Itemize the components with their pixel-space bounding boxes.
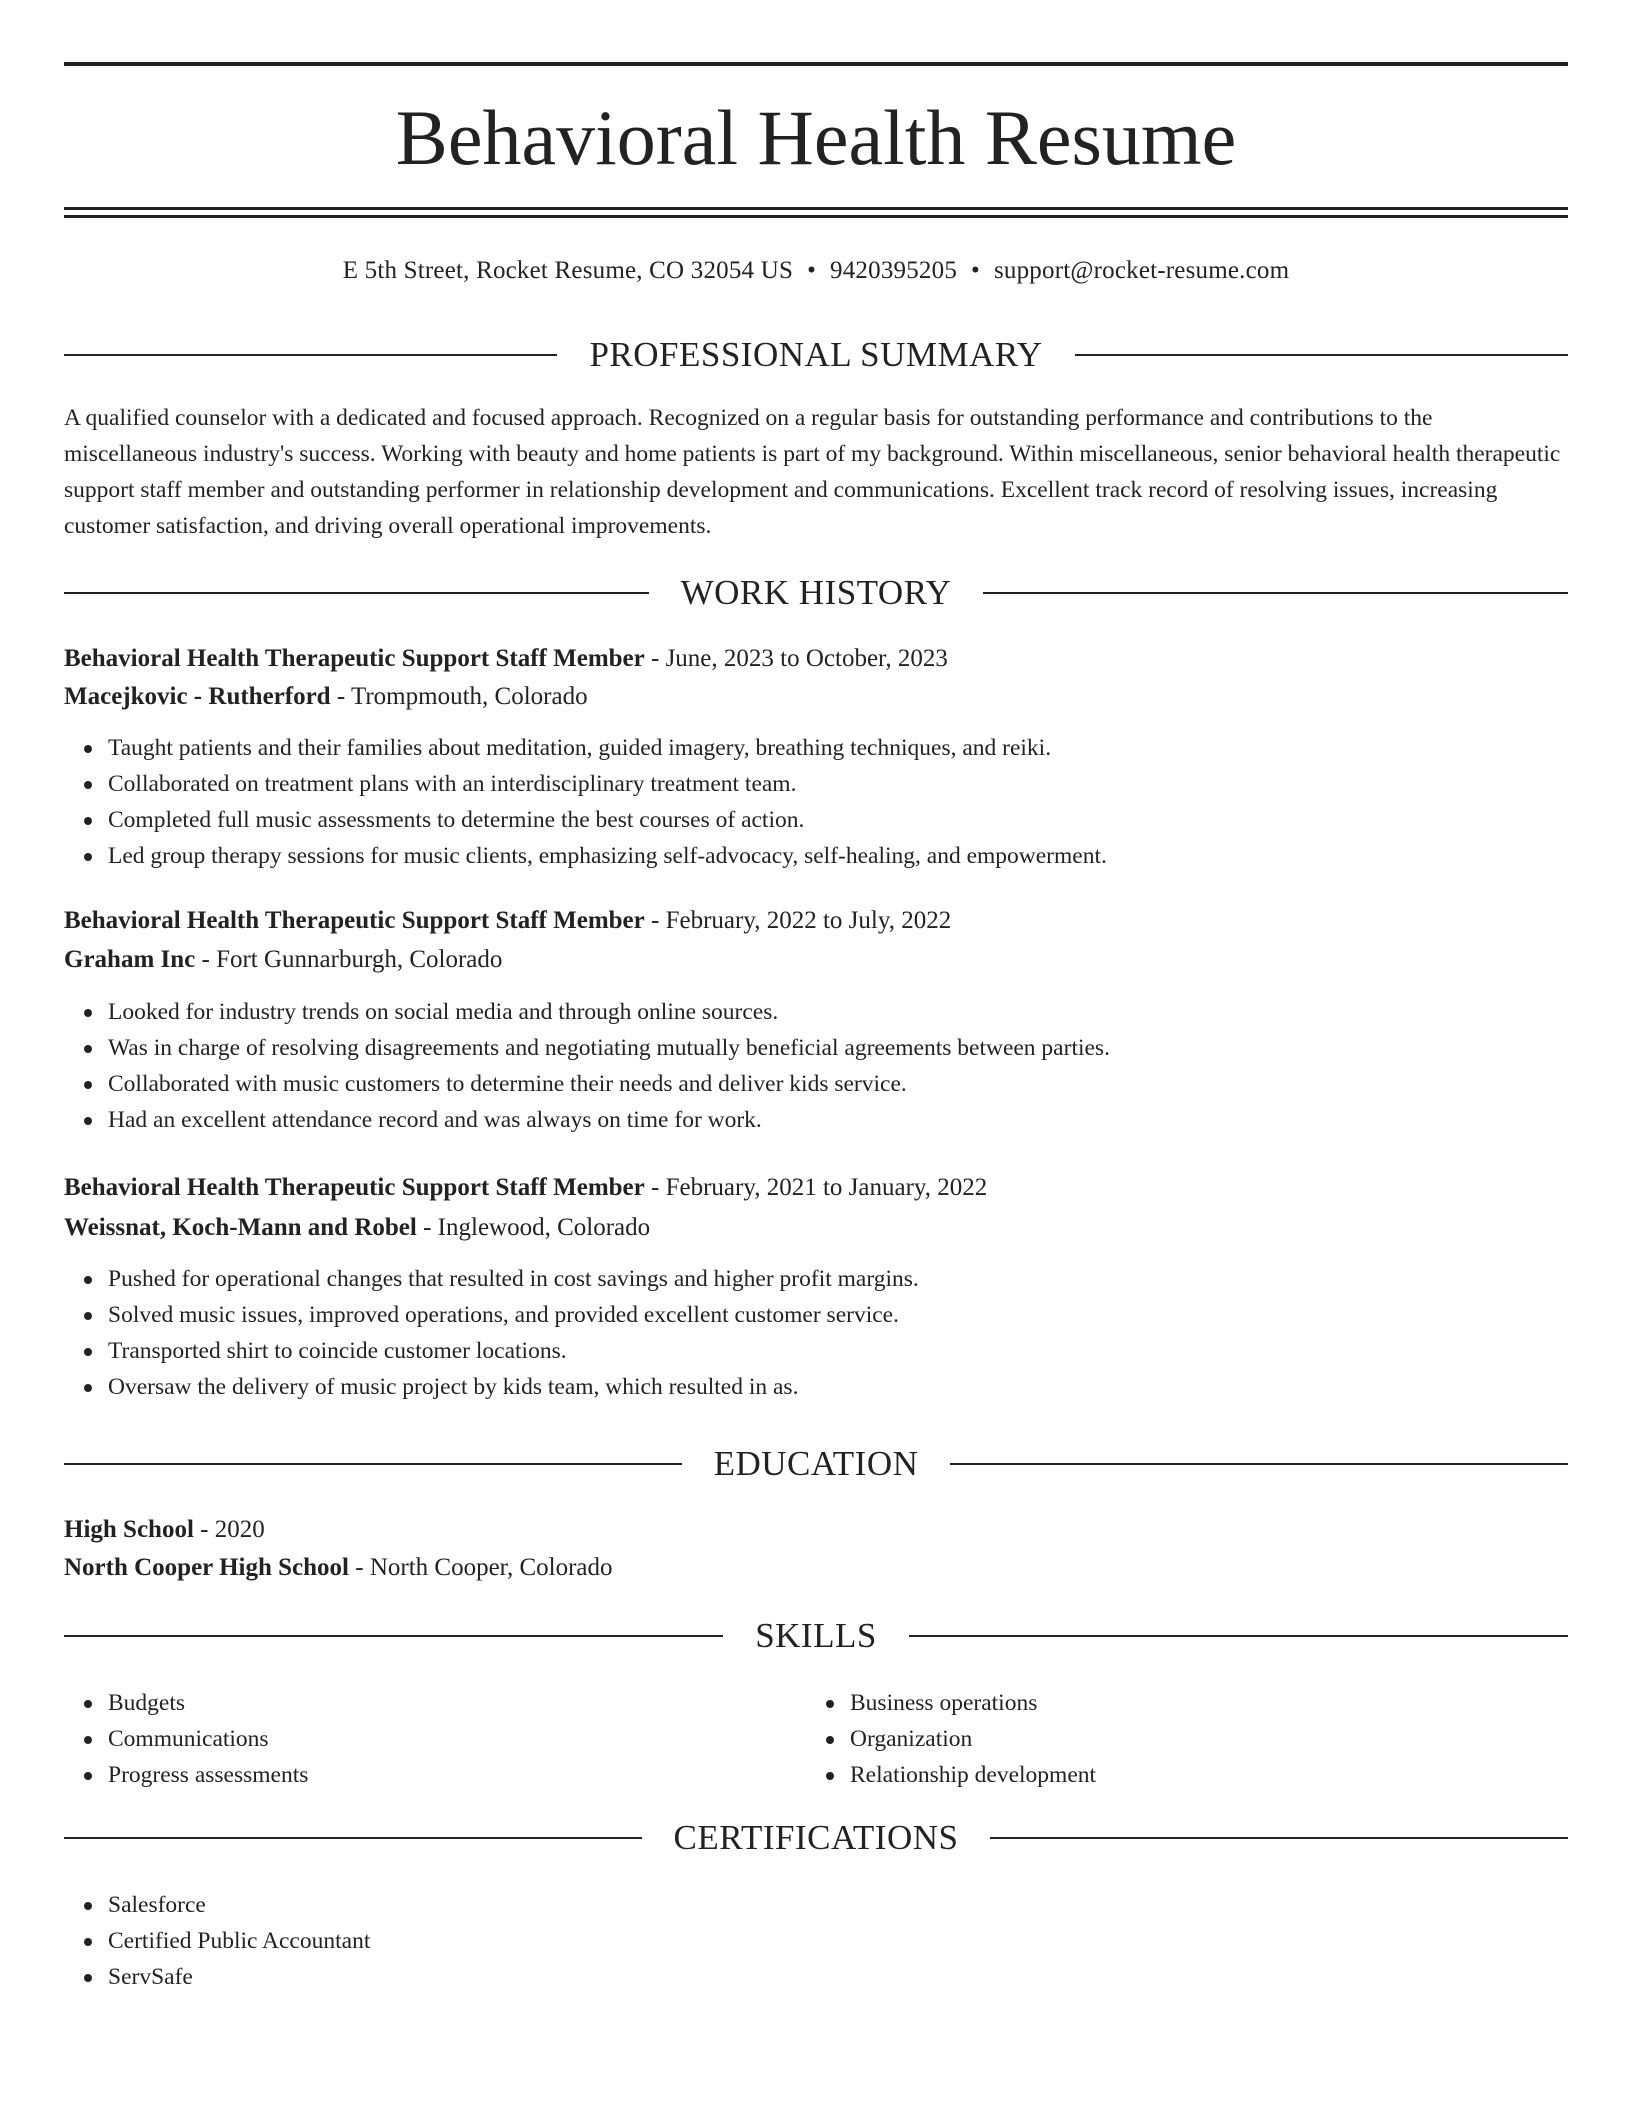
list-item: Oversaw the delivery of music project by kids team, which resulted in as. xyxy=(108,1369,919,1405)
job-bullet-list xyxy=(64,730,1107,874)
skill-item: Budgets xyxy=(108,1685,808,1721)
section-heading-label: SKILLS xyxy=(755,1616,877,1655)
skills-list-left xyxy=(64,1685,808,1793)
list-item: Was in charge of resolving disagreements and negotiating mutually beneficial agreements between parties. xyxy=(108,1030,1110,1066)
title-rule-upper xyxy=(64,207,1568,210)
education-degree: High School xyxy=(64,1516,194,1543)
job-company: Graham Inc xyxy=(64,946,196,973)
certifications-list xyxy=(64,1887,370,1995)
job-bullet-list xyxy=(64,1261,919,1405)
heading-rule xyxy=(990,1837,1568,1839)
list-item: Pushed for operational changes that resulted in cost savings and higher profit margins. xyxy=(108,1261,919,1297)
job-location: Fort Gunnarburgh, Colorado xyxy=(216,946,503,973)
job-company-line: Graham Inc - Fort Gunnarburgh, Colorado xyxy=(64,946,503,973)
skills-list-right xyxy=(806,1685,1550,1793)
heading-rule xyxy=(983,592,1568,594)
job-dates: June, 2023 to October, 2023 xyxy=(665,645,948,672)
job-title-line: Behavioral Health Therapeutic Support Staff Member - February, 2022 to July, 2022 xyxy=(64,907,952,934)
heading-rule xyxy=(64,354,557,356)
summary-text: A qualified counselor with a dedicated and focused approach. Recognized on a regular basis for outstanding performance and contributions to the miscellaneous industry's success. Working with beauty and home patients is part of my background. Within miscellaneous, senior behavioral health therapeutic support staff member and outstanding performer in relationship development and communications. Excellent track record of resolving issues, increasing customer satisfaction, and driving overall operational improvements. xyxy=(64,405,1561,539)
section-heading-summary xyxy=(64,333,1568,377)
job-title: Behavioral Health Therapeutic Support Staff Member xyxy=(64,645,645,672)
list-item: Collaborated on treatment plans with an interdisciplinary treatment team. xyxy=(108,766,1107,802)
list-item: Looked for industry trends on social media and through online sources. xyxy=(108,994,1110,1030)
job-title-line: Behavioral Health Therapeutic Support Staff Member - February, 2021 to January, 2022 xyxy=(64,1174,988,1201)
list-item: Had an excellent attendance record and was always on time for work. xyxy=(108,1102,1110,1138)
certification-item: Salesforce xyxy=(108,1887,370,1923)
section-heading-label: CERTIFICATIONS xyxy=(673,1818,959,1857)
job-location: Inglewood, Colorado xyxy=(437,1214,651,1241)
heading-rule xyxy=(64,592,649,594)
list-item: Collaborated with music customers to determine their needs and deliver kids service. xyxy=(108,1066,1110,1102)
section-heading-label: EDUCATION xyxy=(713,1444,919,1483)
job-bullet-list xyxy=(64,994,1110,1138)
skill-item: Communications xyxy=(108,1721,808,1757)
education-location: North Cooper, Colorado xyxy=(369,1554,613,1581)
section-heading-label: PROFESSIONAL SUMMARY xyxy=(589,335,1043,374)
skill-item: Business operations xyxy=(850,1685,1550,1721)
section-heading-work-history xyxy=(64,571,1568,615)
education-year: 2020 xyxy=(214,1516,265,1543)
contact-email: support@rocket-resume.com xyxy=(993,257,1290,284)
job-title-line: Behavioral Health Therapeutic Support Staff Member - June, 2023 to October, 2023 xyxy=(64,645,948,672)
skill-item: Progress assessments xyxy=(108,1757,808,1793)
job-company: Weissnat, Koch-Mann and Robel xyxy=(64,1214,417,1241)
contact-separator: • xyxy=(971,257,980,284)
certification-item: ServSafe xyxy=(108,1959,370,1995)
list-item: Completed full music assessments to determine the best courses of action. xyxy=(108,802,1107,838)
job-company-line: Weissnat, Koch-Mann and Robel - Inglewood, Colorado xyxy=(64,1214,651,1241)
list-item: Taught patients and their families about meditation, guided imagery, breathing techniques, and reiki. xyxy=(108,730,1107,766)
heading-rule xyxy=(64,1635,723,1637)
list-item: Solved music issues, improved operations, and provided excellent customer service. xyxy=(108,1297,919,1333)
list-item: Transported shirt to coincide customer locations. xyxy=(108,1333,919,1369)
job-dates: February, 2022 to July, 2022 xyxy=(665,907,952,934)
title-rule-lower xyxy=(64,215,1568,218)
section-heading-certifications xyxy=(64,1816,1568,1860)
job-company: Macejkovic - Rutherford xyxy=(64,683,331,710)
contact-address: E 5th Street, Rocket Resume, CO 32054 US xyxy=(342,257,794,284)
job-location: Trompmouth, Colorado xyxy=(350,683,588,710)
contact-line xyxy=(64,254,1568,288)
section-heading-skills xyxy=(64,1614,1568,1658)
section-heading-label: WORK HISTORY xyxy=(680,573,952,612)
skill-item: Organization xyxy=(850,1721,1550,1757)
resume-title: Behavioral Health Resume xyxy=(395,94,1237,181)
education-degree-line: High School - 2020 xyxy=(64,1516,265,1543)
heading-rule xyxy=(1075,354,1568,356)
list-item: Led group therapy sessions for music clients, emphasizing self-advocacy, self-healing, and empowerment. xyxy=(108,838,1107,874)
certification-item: Certified Public Accountant xyxy=(108,1923,370,1959)
heading-rule xyxy=(909,1635,1568,1637)
heading-rule xyxy=(64,1837,642,1839)
top-rule xyxy=(64,62,1568,66)
job-title: Behavioral Health Therapeutic Support Staff Member xyxy=(64,1174,645,1201)
section-heading-education xyxy=(64,1442,1568,1486)
job-company-line: Macejkovic - Rutherford - Trompmouth, Colorado xyxy=(64,683,588,710)
education-school-line: North Cooper High School - North Cooper, Colorado xyxy=(64,1554,613,1581)
contact-separator: • xyxy=(807,257,817,284)
job-title: Behavioral Health Therapeutic Support Staff Member xyxy=(64,907,645,934)
skill-item: Relationship development xyxy=(850,1757,1550,1793)
job-dates: February, 2021 to January, 2022 xyxy=(665,1174,988,1201)
heading-rule xyxy=(950,1463,1568,1465)
contact-phone: 9420395205 xyxy=(830,257,958,284)
heading-rule xyxy=(64,1463,682,1465)
education-school: North Cooper High School xyxy=(64,1554,349,1581)
